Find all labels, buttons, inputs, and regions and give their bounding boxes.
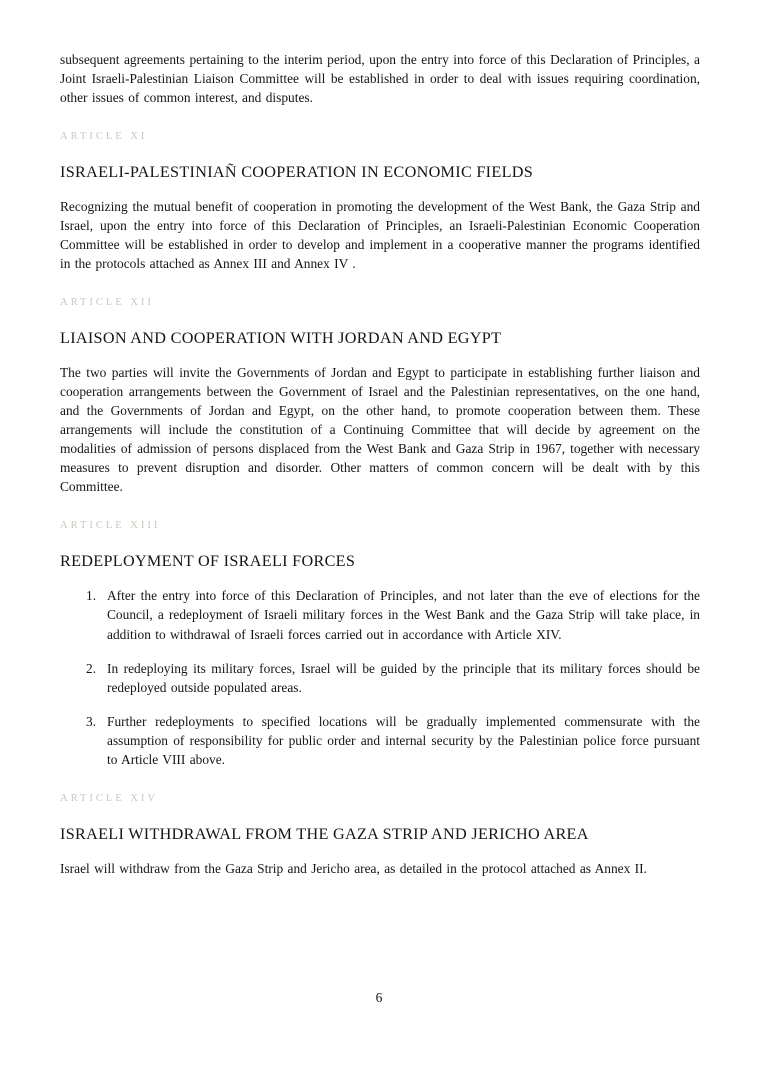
list-item-text: In redeploying its military forces, Israel will be guided by the principle that its military forces should be redeployed outside populated areas. [107, 660, 700, 695]
article-xi-label: ARTICLE XI [60, 131, 148, 143]
article-xii-label: ARTICLE XII [60, 297, 154, 309]
list-item [86, 659, 700, 697]
article-xi-body: Recognizing the mutual benefit of cooperation in promoting the development of the West Bank, the Gaza Strip and Israel, upon the entry into force of this Declaration of Principles, an Israeli-Palestinian Economic Cooperation Committee will be established in order to develop and implement in a cooperative manner the programs identified in the protocols attached as Annex III and Annex IV . [60, 199, 700, 272]
article-xii-heading: LIAISON AND COOPERATION WITH JORDAN AND EGYPT [60, 329, 502, 348]
article-xiii-label: ARTICLE XIII [60, 520, 161, 532]
list-item-number: 2. [86, 660, 97, 676]
list-item-number: 3. [86, 713, 97, 729]
article-xi-heading: ISRAELI-PALESTINIAÑ COOPERATION IN ECONOMIC FIELDS [60, 163, 534, 182]
article-xiii-heading: REDEPLOYMENT OF ISRAELI FORCES [60, 552, 356, 571]
list-item-text: After the entry into force of this Declaration of Principles, and not later than the eve of elections for the Council, a redeployment of Israeli military forces in the West Bank and the Gaza Strip will take place, in addition to withdrawal of Israeli forces carried out in accordance with Article XIV. [107, 588, 700, 642]
article-xiv-heading: ISRAELI WITHDRAWAL FROM THE GAZA STRIP AND JERICHO AREA [60, 824, 589, 843]
page-number: 6 [375, 990, 383, 1005]
list-item-text: Further redeployments to specified locations will be gradually implemented commensurate with the assumption of responsibility for public order and internal security by the Palestinian police force pursuant to Article VIII above. [107, 713, 700, 767]
intro-paragraph: subsequent agreements pertaining to the interim period, upon the entry into force of this Declaration of Principles, a Joint Israeli-Palestinian Liaison Committee will be established in order to deal with issues requiring coordination, other issues of common interest, and disputes. [60, 52, 700, 106]
article-xiv-body: Israel will withdraw from the Gaza Strip and Jericho area, as detailed in the protocol attached as Annex II. [60, 860, 647, 876]
article-xii-body: The two parties will invite the Governments of Jordan and Egypt to participate in establishing further liaison and cooperation arrangements between the Government of Israel and the Palestinian representatives, on the one hand, and the Governments of Jordan and Egypt, on the other hand, to promote cooperation between them. These arrangements will include the constitution of a Continuing Committee that will decide by agreement on the modalities of admission of persons displaced from the West Bank and Gaza Strip in 1967, together with necessary measures to prevent disruption and disorder. Other matters of common concern will be dealt with by this Committee. [60, 365, 700, 495]
article-xiv-label: ARTICLE XIV [60, 792, 158, 804]
article-xiii-list [60, 586, 700, 768]
list-item [86, 586, 700, 643]
list-item-number: 1. [86, 588, 97, 604]
list-item [86, 712, 700, 769]
